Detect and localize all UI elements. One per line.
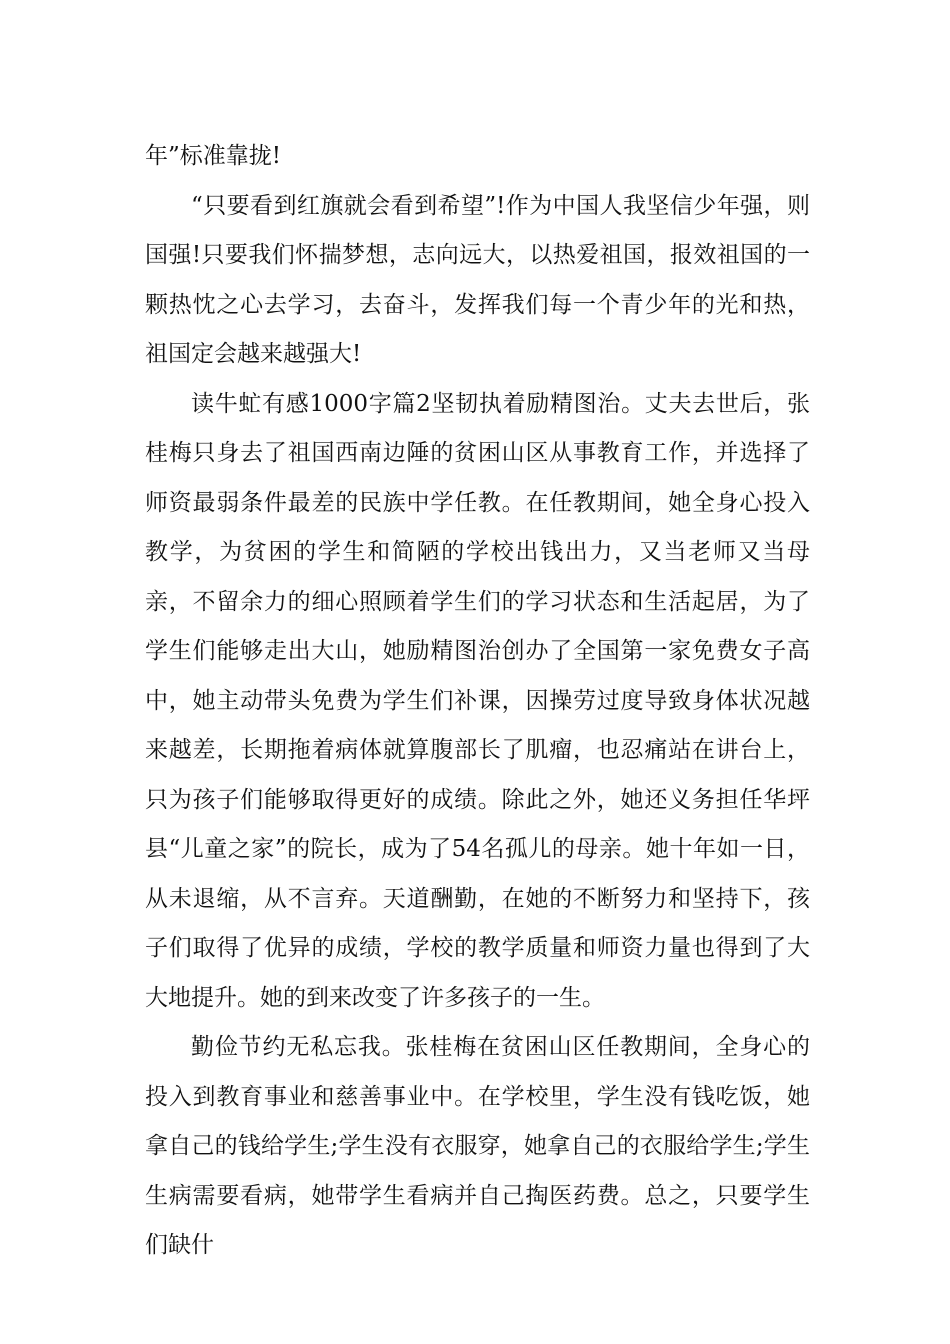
paragraph-frugal-selfless: 勤俭节约无私忘我。张桂梅在贫困山区任教期间，全身心的投入到教育事业和慈善事业中。在学校里，学生没有钱吃饭，她拿自己的钱给学生;学生没有衣服穿，她拿自己的衣服给学生;学生生病需要看病，她带学生看病并自己掏医药费。总之，只要学生们缺什 (145, 1034, 810, 1258)
paragraph-continuation: 年”标准靠拢! (145, 143, 282, 169)
body-text (145, 132, 810, 1271)
paragraph-red-flag-hope: “只要看到红旗就会看到希望”!作为中国人我坚信少年强，则国强!只要我们怀揣梦想，志向远大，以热爱祖国，报效祖国的一颗热忱之心去学习，去奋斗，发挥我们每一个青少年的光和热，祖国定会越来越强大! (145, 192, 810, 367)
paragraph-essay-2-perseverance: 读牛虻有感1000字篇2坚韧执着励精图治。丈夫去世后，张桂梅只身去了祖国西南边陲的贫困山区从事教育工作，并选择了师资最弱条件最差的民族中学任教。在任教期间，她全身心投入教学，为贫困的学生和简陋的学校出钱出力，又当老师又当母亲，不留余力的细心照顾着学生们的学习状态和生活起居，为了学生们能够走出大山，她励精图治创办了全国第一家免费女子高中，她主动带头免费为学生们补课，因操劳过度导致身体状况越来越差，长期拖着病体就算腹部长了肌瘤，也忍痛站在讲台上，只为孩子们能够取得更好的成绩。除此之外，她还义务担任华坪县“儿童之家”的院长，成为了54名孤儿的母亲。她十年如一日，从未退缩，从不言弃。天道酬勤，在她的不断努力和坚持下，孩子们取得了优异的成绩，学校的教学质量和师资力量也得到了大大地提升。她的到来改变了许多孩子的一生。 (145, 390, 810, 1011)
